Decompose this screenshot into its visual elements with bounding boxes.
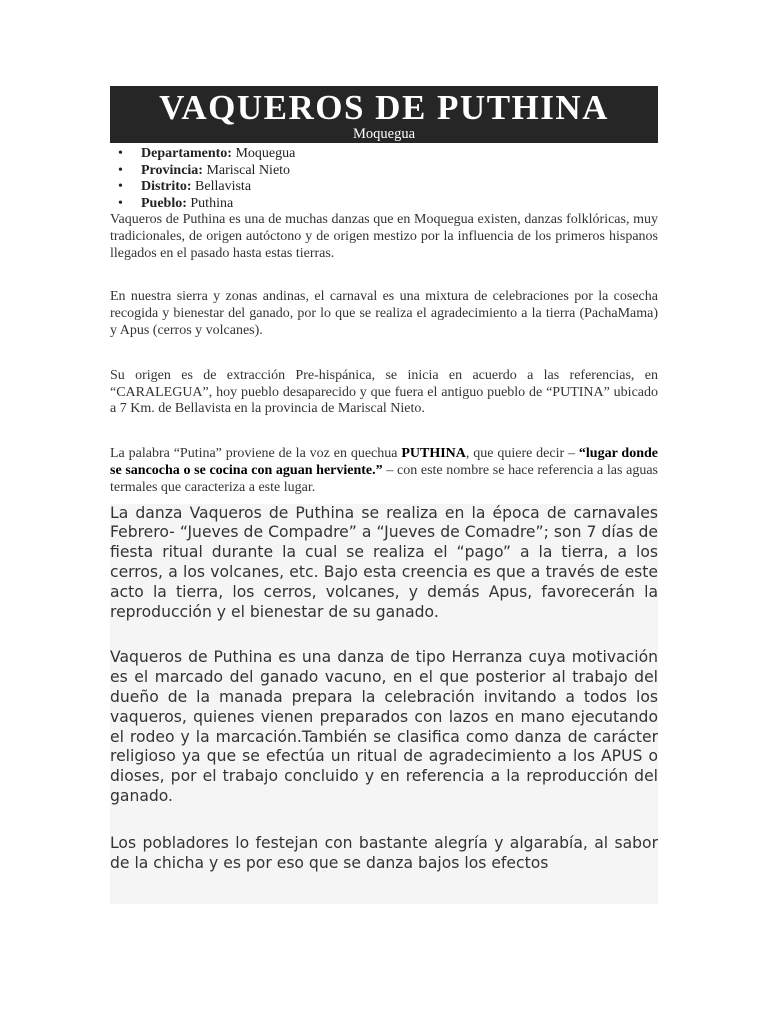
fact-value: Bellavista bbox=[191, 179, 252, 194]
facts-list bbox=[110, 146, 658, 212]
paragraph-dance-type: Vaqueros de Puthina es una danza de tipo Herranza cuya motivación es el marcado del ganado vacuno, en el que posterior al trabajo del dueño de la manada prepara la celebración invitando a todos los vaqueros, quienes vienen preparados con lazos en mano ejecutando el rodeo y la marcación.También se clasifica como danza de carácter religioso ya que se efectúa un ritual de agradecimiento a los APUS o dioses, por el trabajo concluido y en referencia a la reproducción del ganado. bbox=[110, 648, 658, 805]
list-item bbox=[110, 196, 658, 213]
bullet-icon: • bbox=[118, 146, 123, 161]
document-page bbox=[110, 86, 658, 904]
list-item bbox=[110, 163, 658, 180]
etymology-text: – con este nombre se hace referencia a las aguas termales que caracteriza a este lugar. bbox=[110, 462, 658, 495]
paragraph-celebration: Los pobladores lo festejan con bastante alegría y algarabía, al sabor de la chicha y es por eso que se danza bajos los efectos bbox=[110, 833, 658, 872]
bullet-icon: • bbox=[118, 162, 123, 178]
title-banner bbox=[110, 86, 658, 143]
highlighted-section bbox=[110, 504, 658, 904]
fact-value: Mariscal Nieto bbox=[202, 162, 291, 178]
list-item bbox=[110, 179, 658, 196]
fact-label: Pueblo: bbox=[141, 195, 187, 211]
bullet-icon: • bbox=[118, 195, 123, 211]
fact-label: Provincia: bbox=[141, 162, 203, 178]
paragraph-intro: Vaqueros de Puthina es una de muchas danzas que en Moquegua existen, danzas folklóricas, muy tradicionales, de origen autóctono y de origen mestizo por la influencia de los primeros hispanos llegados en el pasado hasta estas tierras. bbox=[110, 212, 658, 261]
list-item bbox=[110, 146, 658, 163]
etymology-text: La palabra “Putina” proviene de la voz en quechua bbox=[110, 446, 402, 462]
page-subtitle: Moquegua bbox=[352, 126, 415, 142]
page-title: VAQUEROS DE PUTHINA bbox=[159, 88, 609, 127]
paragraph-dance-timing: La danza Vaqueros de Puthina se realiza en la época de carnavales Febrero- “Jueves de Compadre” a “Jueves de Comadre”; son 7 días de fiesta ritual durante la cual se realiza el “pago” a la tierra, a los cerros, a los volcanes, etc. Bajo esta creencia es que a través de este acto la tierra, los cerros, volcanes, y demás Apus, favorecerán la reproducción y el bienestar de su ganado. bbox=[110, 503, 658, 621]
etymology-text: , que quiere decir – bbox=[465, 446, 579, 462]
paragraph-origin: Su origen es de extracción Pre-hispánica, se inicia en acuerdo a las referencias, en “CARALEGUA”, hoy pueblo desaparecido y que fuera el antiguo pueblo de “PUTINA” ubicado a 7 Km. de Bellavista en la provincia de Mariscal Nieto. bbox=[110, 367, 658, 417]
bullet-icon: • bbox=[118, 179, 123, 194]
paragraph-etymology bbox=[110, 446, 658, 496]
etymology-word: PUTHINA bbox=[401, 446, 466, 462]
fact-value: Moquegua bbox=[231, 146, 296, 161]
etymology-meaning: “lugar donde se sancocha o se cocina con aguan herviente.” bbox=[110, 446, 658, 478]
fact-value: Puthina bbox=[186, 195, 234, 211]
fact-label: Distrito: bbox=[141, 179, 192, 194]
fact-label: Departamento: bbox=[141, 146, 232, 161]
paragraph-carnival: En nuestra sierra y zonas andinas, el carnaval es una mixtura de celebraciones por la cosecha recogida y bienestar del ganado, por lo que se realiza el agradecimiento a la tierra (PachaMama) y Apus (cerros y volcanes). bbox=[110, 289, 658, 338]
